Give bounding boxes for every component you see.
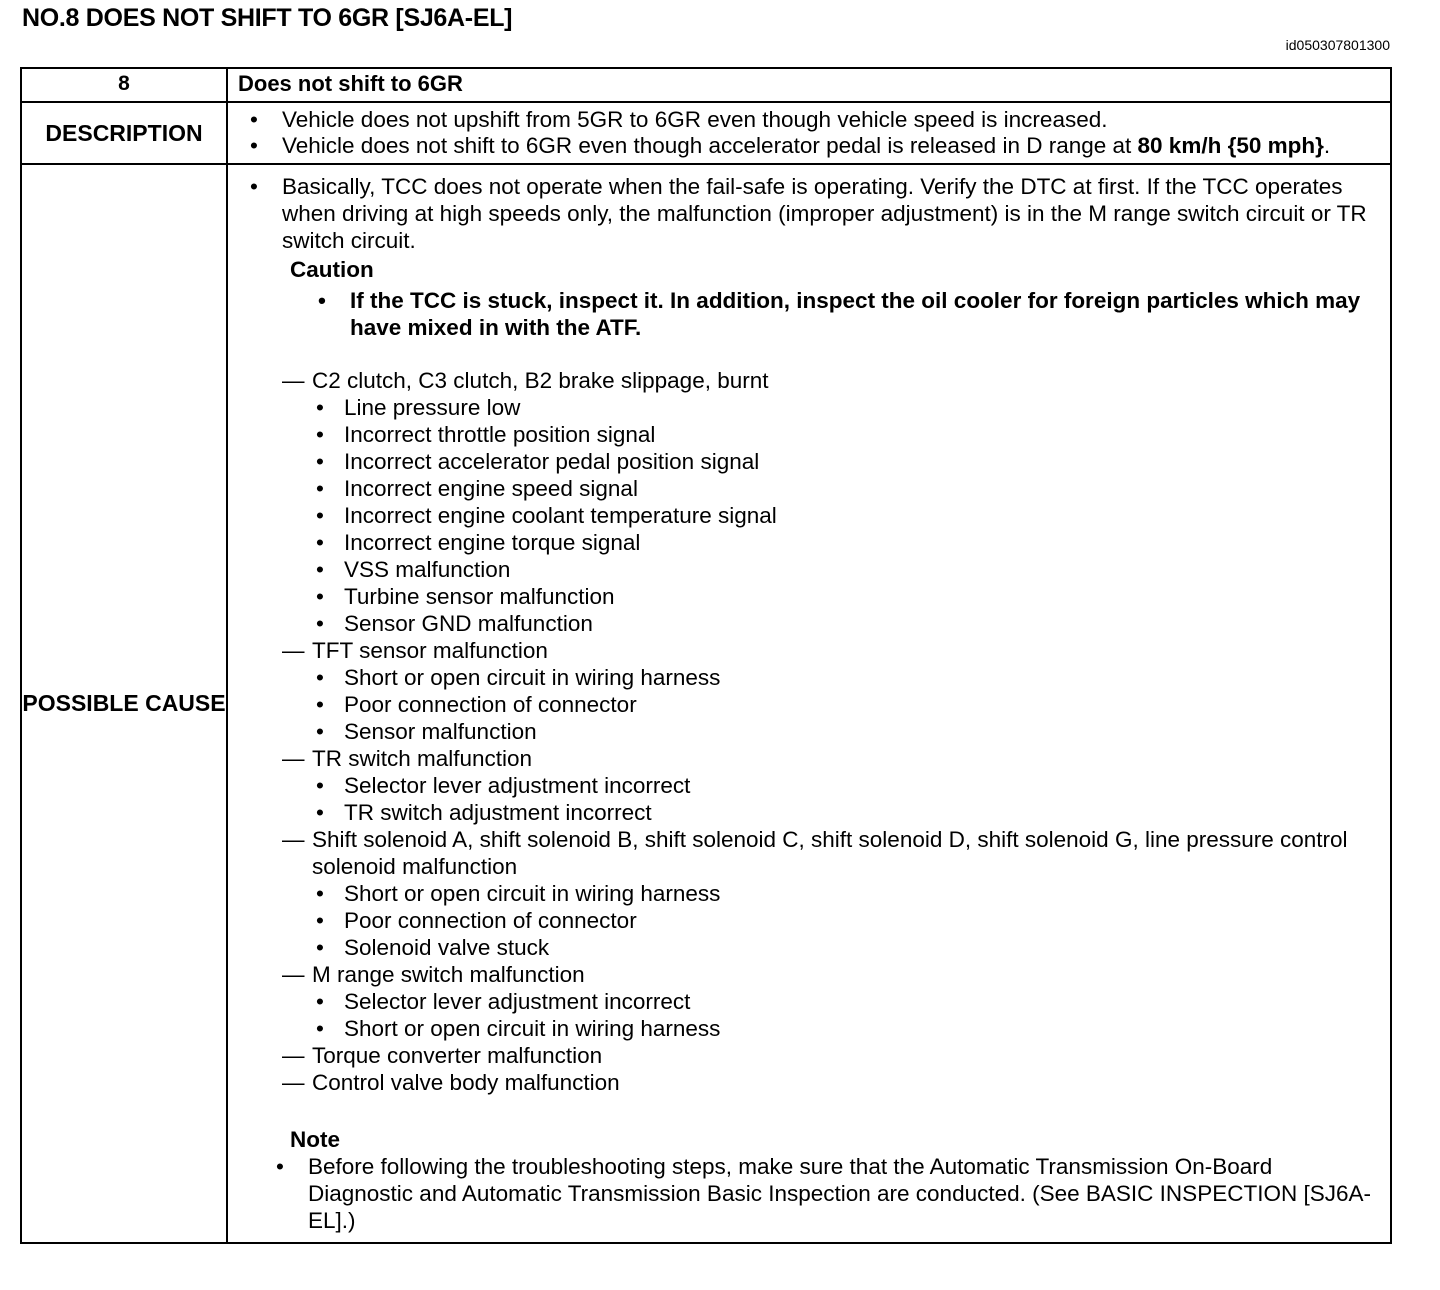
cause-title: — Torque converter malfunction [282, 1042, 1378, 1069]
cause-title: — Shift solenoid A, shift solenoid B, shift solenoid C, shift solenoid D, shift solenoid G, line pressure control solenoid malfunction [282, 826, 1378, 880]
note-item: • Before following the troubleshooting steps, make sure that the Automatic Transmission On-Board Diagnostic and Automatic Transmission Basic Inspection are conducted. (See BASIC INSPECTION [SJ6A-EL].) [272, 1153, 1378, 1234]
cause-groups [282, 367, 1378, 1096]
description-row [21, 102, 1391, 164]
cause-group [282, 1042, 1378, 1069]
symptom-title: Does not shift to 6GR [227, 68, 1391, 102]
description-item: • Vehicle does not upshift from 5GR to 6GR even though vehicle speed is increased. [246, 107, 1370, 133]
cause-group [282, 961, 1378, 1042]
page-title: NO.8 DOES NOT SHIFT TO 6GR [SJ6A-EL] [22, 4, 513, 32]
cause-sub-list [312, 394, 1378, 637]
caution-item: • If the TCC is stuck, inspect it. In addition, inspect the oil cooler for foreign particles which may have mixed in with the ATF. [314, 287, 1378, 341]
cause-item: • Turbine sensor malfunction [312, 583, 1378, 610]
cause-item: • Short or open circuit in wiring harness [312, 664, 1378, 691]
cause-item: • Sensor GND malfunction [312, 610, 1378, 637]
description-tail: . [1323, 133, 1331, 158]
cause-title: — TR switch malfunction [282, 745, 1378, 772]
cause-item: • Selector lever adjustment incorrect [312, 772, 1378, 799]
cause-item: • Line pressure low [312, 394, 1378, 421]
symptom-number: 8 [21, 68, 227, 102]
cause-item: • Sensor malfunction [312, 718, 1378, 745]
cause-item: • TR switch adjustment incorrect [312, 799, 1378, 826]
cause-group [282, 637, 1378, 745]
cause-item: • Poor connection of connector [312, 691, 1378, 718]
cause-item: • Incorrect engine torque signal [312, 529, 1378, 556]
cause-sub-list [312, 988, 1378, 1042]
possible-cause-label: POSSIBLE CAUSE [21, 164, 227, 1243]
cause-item: • Incorrect accelerator pedal position signal [312, 448, 1378, 475]
caution-title: Caution [290, 257, 374, 282]
cause-intro-list [246, 173, 1378, 254]
cause-title: — M range switch malfunction [282, 961, 1378, 988]
note-title: Note [290, 1127, 340, 1152]
cause-title: — TFT sensor malfunction [282, 637, 1378, 664]
cause-item: • Incorrect engine speed signal [312, 475, 1378, 502]
cause-item: • Incorrect engine coolant temperature signal [312, 502, 1378, 529]
cause-item: • Solenoid valve stuck [312, 934, 1378, 961]
cause-title: — Control valve body malfunction [282, 1069, 1378, 1096]
cause-sub-list [312, 880, 1378, 961]
caution-list [314, 287, 1378, 341]
description-list [246, 107, 1370, 159]
possible-cause-row [21, 164, 1391, 1243]
cause-group [282, 745, 1378, 826]
description-content [227, 102, 1391, 164]
description-item [246, 133, 1370, 159]
description-text: Vehicle does not shift to 6GR even though accelerator pedal is released in D range at [282, 133, 1138, 158]
cause-item: • VSS malfunction [312, 556, 1378, 583]
troubleshooting-table [20, 67, 1392, 1244]
cause-title: — C2 clutch, C3 clutch, B2 brake slippage, burnt [282, 367, 1378, 394]
cause-group [282, 367, 1378, 637]
note-list [272, 1153, 1378, 1234]
note-block [246, 1126, 1378, 1234]
cause-item: • Short or open circuit in wiring harness [312, 1015, 1378, 1042]
cause-sub-list [312, 772, 1378, 826]
cause-item: • Incorrect throttle position signal [312, 421, 1378, 448]
cause-item: • Short or open circuit in wiring harness [312, 880, 1378, 907]
speed-value: 80 km/h {50 mph} [1137, 133, 1324, 158]
cause-item: • Poor connection of connector [312, 907, 1378, 934]
cause-group [282, 1069, 1378, 1096]
description-label: DESCRIPTION [21, 102, 227, 164]
header-row [21, 68, 1391, 102]
cause-group [282, 826, 1378, 961]
document-id: id050307801300 [1285, 37, 1390, 53]
cause-item: • Selector lever adjustment incorrect [312, 988, 1378, 1015]
cause-intro: • Basically, TCC does not operate when the fail-safe is operating. Verify the DTC at first. If the TCC operates when driving at high speeds only, the malfunction (improper adjustment) is in the M range switch circuit or TR switch circuit. [246, 173, 1378, 254]
cause-sub-list [312, 664, 1378, 745]
possible-cause-content [227, 164, 1391, 1243]
